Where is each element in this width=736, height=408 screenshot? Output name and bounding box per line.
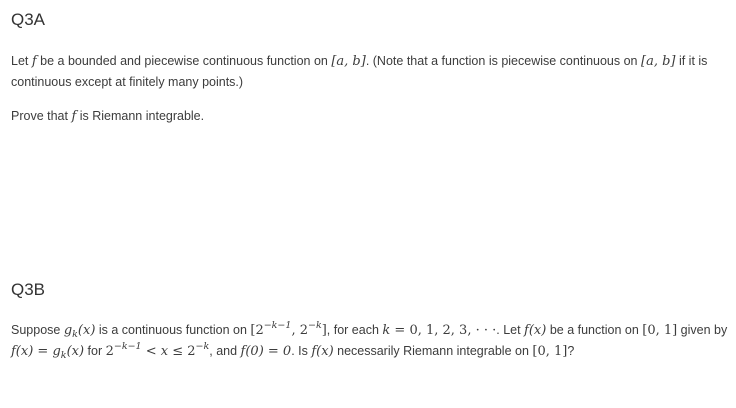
q3a-heading: Q3A [11,10,46,29]
math-interval-ab: [a, b] [641,54,676,69]
math-interval-ab: [a, b] [331,54,366,69]
q3a-statement: Let f be a bounded and piecewise continuous function on [a, b]. (Note that a function is piecewise continuous on [a, b] if it is continuous except at finitely many points.) [11,54,708,89]
q3a-task: Prove that f is Riemann integrable. [11,109,205,124]
math-g: g [63,323,73,338]
q3b-heading: Q3B [11,280,46,299]
q3b-statement: Suppose $g_k(x)$ is a continuous function on [$2^{-k-1}$, $2^{-k}$], for each k = 0, 1, 2, 3, · · ·. Let f(x) be a function on [0, 1] given by $f(x) = g_k(x)$ for $2^{-k-1} < x \le 2^{-k}$, and f(0) = 0. Is f(x) necessarily Riemann integrable on [0, 1]? [11,320,728,361]
math-interval: [2 [250,323,264,338]
math-f: f [71,109,77,124]
math-f: f [31,54,37,69]
